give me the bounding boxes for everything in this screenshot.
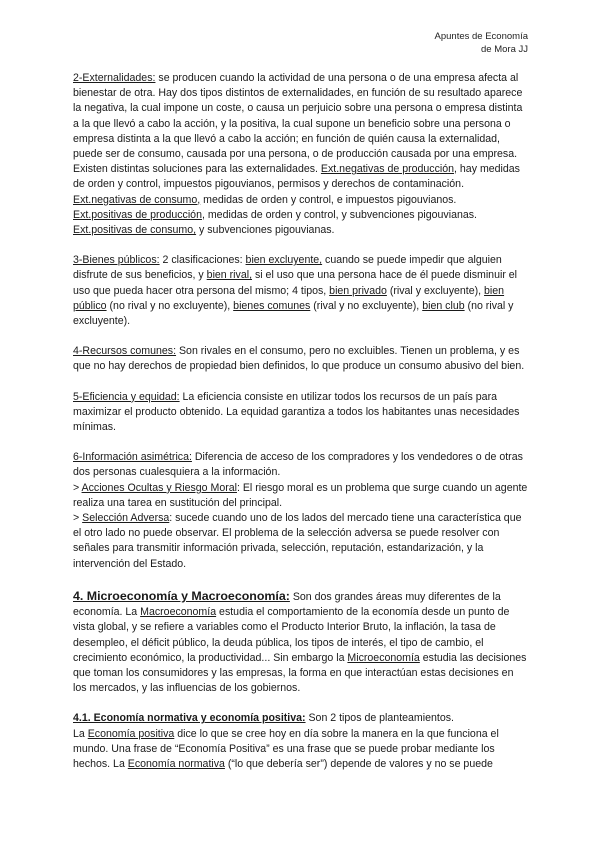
- externalidades-solution-3: Ext.positivas de producción, medidas de orden y control, y subvenciones pigouvianas.: [73, 208, 477, 221]
- informacion-asimetrica-title: 6-Información asimétrica:: [73, 451, 192, 464]
- bienes-publicos-title: 3-Bienes públicos:: [73, 254, 160, 267]
- externalidades-title: 2-Externalidades:: [73, 72, 156, 84]
- normativa-positiva-heading-line: 4.1. Economía normativa y economía positiva: Son 2 tipos de planteamientos.: [73, 712, 454, 725]
- informacion-asimetrica-paragraph: 6-Información asimétrica: Diferencia de acceso de los compradores y los vendedores o de otras dos personas cualesquiera a la información.: [73, 451, 523, 479]
- externalidades-solution-2: Ext.negativas de consumo, medidas de orden y control, e impuestos pigouvianos.: [73, 193, 457, 206]
- document-body: [73, 71, 528, 772]
- seleccion-adversa-item: > Selección Adversa: sucede cuando uno de los lados del mercado tiene una característica que el otro lado no puede observar. El problema de la selección adversa se puede resolver con señales para transmitir información privada, selección, reputación, estandarización, y la intervención del Estado.: [73, 512, 522, 570]
- micro-macro-heading: 4. Microeconomía y Macroeconomía:: [73, 588, 290, 603]
- normativa-positiva-heading: 4.1. Economía normativa y economía positiva:: [73, 712, 306, 725]
- eficiencia-paragraph: 5-Eficiencia y equidad: La eficiencia consiste en utilizar todos los recursos de un país para maximizar el producto obtenido. La equidad garantiza a todos los habitantes unas necesidades mínimas.: [73, 390, 520, 434]
- externalidades-paragraph: 2-Externalidades: se producen cuando la actividad de una persona o de una empresa afecta al bienestar de otra. Hay dos tipos distintos de externalidades, en función de su resultado aparece la negativa, la cual impone un coste, o causa un perjuicio sobre una persona o empresa distinta a la que llevó a cabo la acción, y la positiva, la cual supone un beneficio sobre una persona o empresa distinta a la que llevó a cabo la acción; en función de quién causa la externalidad, puede ser de consumo, causada por una persona, o de producción causada por una empresa.: [73, 72, 523, 161]
- bienes-publicos-paragraph: 3-Bienes públicos: 2 clasificaciones: bien excluyente, cuando se puede impedir que alguien disfrute de sus beneficios, y bien rival, si el uso que una persona hace de él puede disminuir el uso que pueda hacer otra persona del mismo; 4 tipos, bien privado (rival y excluyente), bien público (no rival y no excluyente), bienes comunes (rival y no excluyente), bien club (no rival y excluyente).: [73, 254, 518, 328]
- header-author: de Mora JJ: [481, 44, 528, 55]
- externalidades-solutions: Existen distintas soluciones para las externalidades. Ext.negativas de producción, hay medidas de orden y control, impuestos pigouvianos, permisos y derechos de contaminación.: [73, 163, 520, 191]
- micro-macro-paragraph: 4. Microeconomía y Macroeconomía: Son dos grandes áreas muy diferentes de la economía. La Macroeconomía estudia el comportamiento de la economía desde un punto de vista global, y se refiere a variables como el Producto Interior Bruto, la inflación, la tasa de desempleo, el déficit público, la deuda pública, los tipos de interés, el tipo de cambio, el crecimiento económico, la productividad... Sin embargo la Microeconomía estudia las decisiones que toman los consumidores y las empresas, la forma en que interactúan estas decisiones en los mercados, y las influencias de los gobiernos.: [73, 588, 527, 695]
- eficiencia-title: 5-Eficiencia y equidad:: [73, 390, 180, 403]
- header-title: Apuntes de Economía: [434, 31, 528, 42]
- recursos-comunes-title: 4-Recursos comunes:: [73, 345, 177, 358]
- recursos-comunes-paragraph: 4-Recursos comunes: Son rivales en el consumo, pero no excluibles. Tienen un problema, y es que no hay derechos de propiedad bien definidos, lo que produce un consumo abusivo del bien.: [73, 345, 525, 373]
- riesgo-moral-item: > Acciones Ocultas y Riesgo Moral: El riesgo moral es un problema que surge cuando un agente realiza una tarea en sustitución del principal.: [73, 481, 528, 509]
- page-header: [435, 30, 528, 56]
- externalidades-solution-4: Ext.positivas de consumo, y subvenciones pigouvianas.: [73, 224, 335, 237]
- normativa-positiva-paragraph: La Economía positiva dice lo que se cree hoy en día sobre la manera en la que funciona el mundo. Una frase de “Economía Positiva” es una frase que se puede probar mediante los hechos. La Economía normativa (“lo que debería ser”) depende de valores y no se puede: [73, 727, 499, 770]
